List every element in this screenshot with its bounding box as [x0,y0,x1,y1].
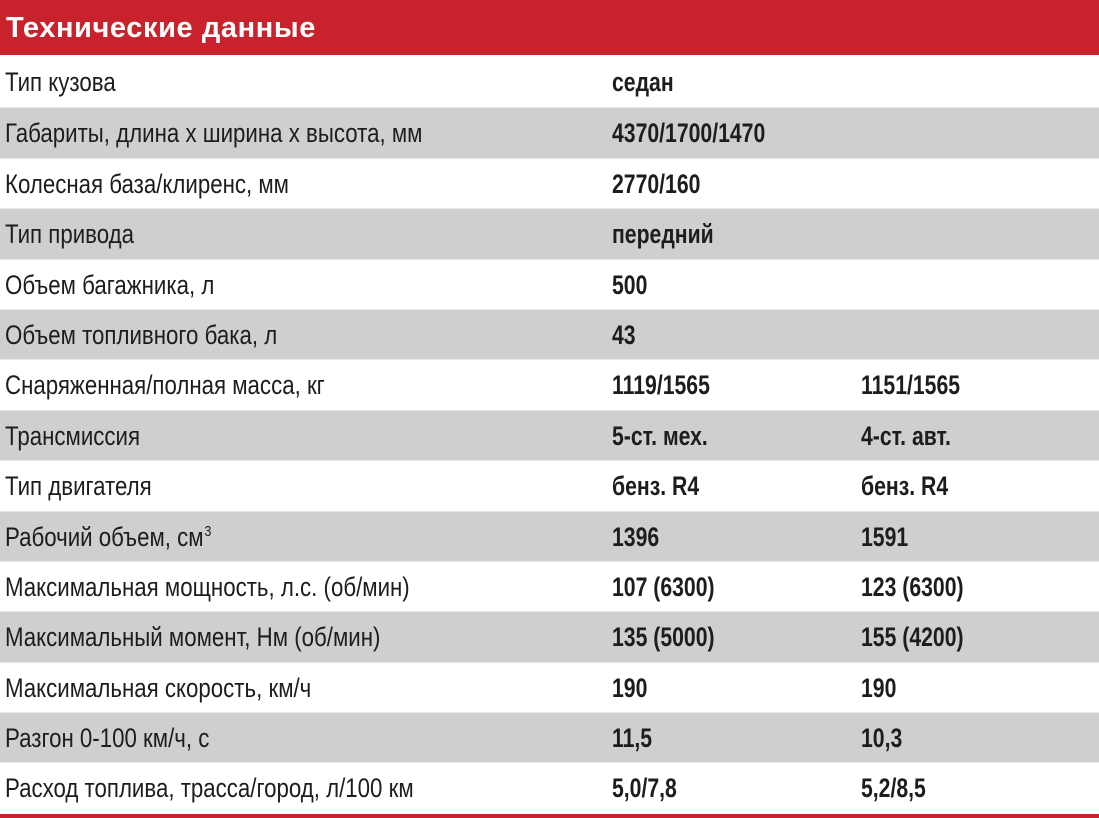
spec-row-displacement [0,511,1099,561]
spec-value-2: 10,3 [861,723,903,754]
spec-param-label: Объем топливного бака, л [5,319,278,350]
spec-row-max-torque [0,611,1099,661]
spec-row-fuel-tank [0,309,1099,359]
spec-row-trunk-volume [0,259,1099,309]
spec-param-label: Колесная база/клиренс, мм [5,168,289,199]
spec-row-dimensions [0,107,1099,157]
spec-value-2: бенз. R4 [861,471,949,502]
spec-table [0,57,1099,813]
spec-value-1: 1119/1565 [612,370,710,401]
spec-value-1: 190 [612,672,648,703]
spec-param-label: Тип привода [5,219,135,250]
spec-row-wheelbase [0,158,1099,208]
spec-value-1: седан [612,67,674,97]
spec-row-max-power [0,561,1099,611]
spec-param-label: Снаряженная/полная масса, кг [5,370,325,401]
spec-row-max-speed [0,662,1099,712]
spec-param-label: Тип двигателя [5,471,152,502]
spec-value-1: 43 [612,319,636,350]
spec-param-text: Рабочий объем, см [5,521,204,552]
spec-row-acceleration [0,712,1099,762]
spec-value-1: 5-ст. мех. [612,420,708,451]
spec-row-drive-type [0,208,1099,258]
spec-param-label [5,512,211,562]
spec-value-1: 1396 [612,521,660,552]
spec-row-body-type [0,57,1099,107]
spec-param-label: Максимальная мощность, л.с. (об/мин) [5,571,410,602]
spec-value-1: 500 [612,269,648,300]
spec-value-2: 1151/1565 [861,370,961,401]
spec-value-2: 190 [861,672,897,703]
spec-value-2: 123 (6300) [861,571,964,602]
spec-param-label: Максимальный момент, Нм (об/мин) [5,622,381,653]
spec-param-label: Разгон 0-100 км/ч, с [5,723,210,754]
spec-value-1: бенз. R4 [612,471,700,502]
spec-value-1: 2770/160 [612,168,701,199]
spec-row-fuel-consumption [0,762,1099,812]
spec-param-label: Расход топлива, трасса/город, л/100 км [5,773,414,804]
spec-value-2: 5,2/8,5 [861,773,926,804]
spec-value-1: 4370/1700/1470 [612,118,766,149]
spec-value-2: 4-ст. авт. [861,420,951,451]
spec-value-1: 135 (5000) [612,622,715,653]
spec-value-2: 155 (4200) [861,622,964,653]
spec-param-label: Габариты, длина х ширина х высота, мм [5,118,423,149]
spec-value-1: 107 (6300) [612,571,715,602]
spec-row-engine-type [0,460,1099,510]
spec-param-label: Объем багажника, л [5,269,215,300]
spec-value-2: 1591 [861,521,909,552]
spec-param-label: Тип кузова [5,67,116,97]
spec-value-1: 11,5 [612,723,653,754]
spec-value-1: 5,0/7,8 [612,773,677,804]
spec-value-1: передний [612,219,714,250]
bottom-accent-rule [0,814,1099,818]
spec-row-mass [0,359,1099,409]
title-bar [0,0,1099,55]
superscript-unit: 3 [204,522,212,540]
page-title: Технические данные [6,12,316,44]
spec-param-label: Максимальная скорость, км/ч [5,672,312,703]
spec-row-transmission [0,410,1099,460]
spec-param-label: Трансмиссия [5,420,141,451]
